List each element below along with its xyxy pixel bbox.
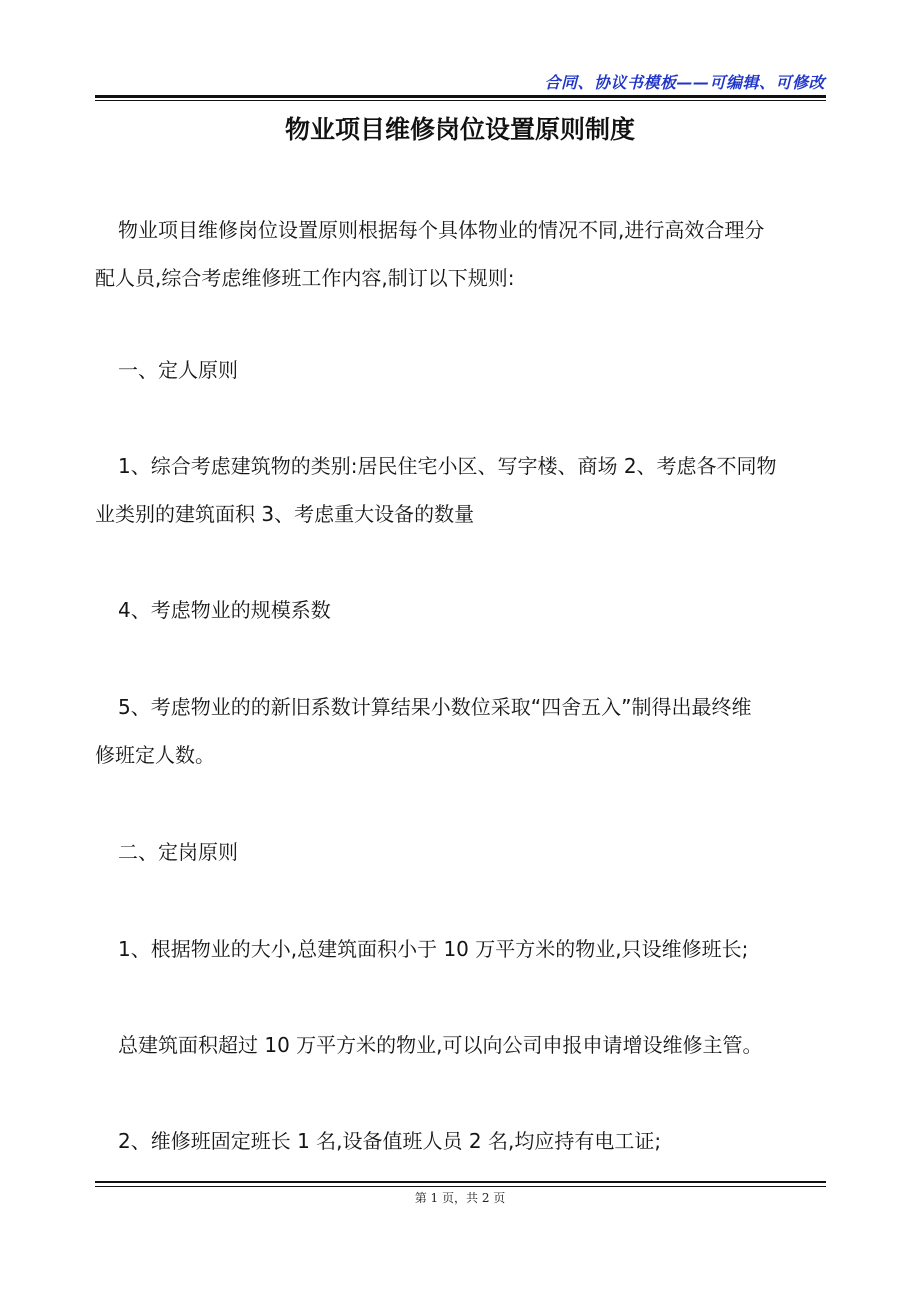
paragraph-intro-line-2: 配人员,综合考虑维修班工作内容,制订以下规则:	[95, 266, 515, 290]
paragraph-item-5-line-1: 5、考虑物业的的新旧系数计算结果小数位采取“四舍五入”制得出最终维	[118, 695, 752, 719]
paragraph-position-1-continued: 总建筑面积超过 10 万平方米的物业,可以向公司申报申请增设维修主管。	[118, 1033, 763, 1057]
paragraph-item-5-line-2: 修班定人数。	[95, 743, 215, 767]
paragraph-item-1-line-1: 1、综合考虑建筑物的类别:居民住宅小区、写字楼、商场 2、考虑各不同物	[118, 454, 777, 478]
footer-rule-thick	[95, 1181, 826, 1183]
paragraph-item-1-line-2: 业类别的建筑面积 3、考虑重大设备的数量	[95, 502, 475, 526]
paragraph-position-2: 2、维修班固定班长 1 名,设备值班人员 2 名,均应持有电工证;	[118, 1129, 662, 1153]
header-rule-thick	[95, 95, 826, 98]
paragraph-intro-line-1: 物业项目维修岗位设置原则根据每个具体物业的情况不同,进行高效合理分	[118, 218, 765, 242]
footer-rule-thin	[95, 1186, 826, 1187]
paragraph-position-1: 1、根据物业的大小,总建筑面积小于 10 万平方米的物业,只设维修班长;	[118, 937, 749, 961]
page-number: 第 1 页，共 2 页	[414, 1191, 506, 1205]
paragraph-item-4: 4、考虑物业的规模系数	[118, 598, 331, 622]
header-rule-thin	[95, 100, 826, 101]
section-heading-staffing: 一、定人原则	[118, 358, 238, 382]
header-note: 合同、协议书模板——可编辑、可修改	[544, 73, 825, 92]
section-heading-positions: 二、定岗原则	[118, 840, 238, 864]
document-title: 物业项目维修岗位设置原则制度	[284, 115, 635, 144]
